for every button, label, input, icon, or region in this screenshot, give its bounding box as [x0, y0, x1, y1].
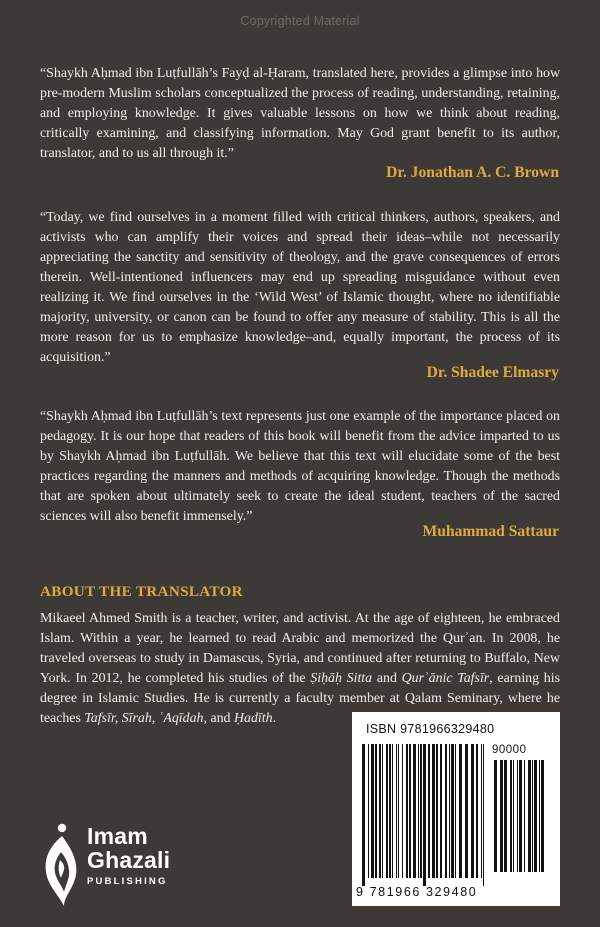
price-code: 90000 [492, 744, 527, 756]
quote-1-text: “Shaykh Aḥmad ibn Luṭfullāh’s Fayḍ al-Ḥaram, translated here, provides a glimpse into how pre-modern Muslim scholars conceptualized the process of reading, understanding, retaining, and employing knowledge. It gives valuable lessons on how we think about reading, critically examining, and classifying information. May God grant benefit to its author, translator, and to us all through it.” [40, 66, 560, 161]
publisher-name-line1: Imam [87, 823, 148, 849]
about-translator-heading: ABOUT THE TRANSLATOR [40, 583, 243, 600]
quote-2-author: Dr. Shadee Elmasry [426, 364, 559, 381]
publisher-name [87, 824, 170, 887]
publisher-logo [40, 820, 190, 910]
barcode-bars [360, 744, 488, 886]
quote-1-author: Dr. Jonathan A. C. Brown [386, 164, 559, 181]
publisher-name-line2: Ghazali [87, 847, 171, 873]
quote-3-author: Muhammad Sattaur [422, 523, 559, 540]
publisher-name-line3: PUBLISHING [87, 876, 168, 887]
translator-bio: Mikaeel Ahmed Smith is a teacher, writer, and activist. At the age of eighteen, he embraced Islam. Within a year, he learned to read Arabic and memorized the Qurʾan. In 2008, he traveled overseas to study in Damascus, Syria, and continued after returning to Buffalo, New York. In 2012, he completed his studies of the Ṣiḥāḥ Sitta and Qurʾānic Tafsīr, earning his degree in Islamic Studies. He is currently a faculty member at Qalam Seminary, where he teaches Tafsīr, Sīrah, ʿAqīdah, and Ḥadīth. [40, 611, 561, 726]
quote-2-text: “Today, we find ourselves in a moment filled with critical thinkers, authors, speakers, and activists who can amplify their voices and spread their ideas–while not necessarily appreciating the sanctity and sensitivity of theology, and the grave consequences of errors therein. Well-intentioned influencers may end up spreading misguidance without even realizing it. We find ourselves in the ‘Wild West’ of Islamic thought, where no identifiable majority, university, or canon can be found to offer any measure of stability. This is all the more reason for us to emphasize knowledge–and, equally important, the process of its acquisition.” [40, 210, 560, 365]
barcode-addon-bars [492, 760, 552, 880]
isbn-barcode [352, 712, 560, 906]
ean-digits: 9 781966 329480 [356, 885, 478, 899]
isbn-label: ISBN 9781966329480 [366, 722, 495, 736]
quote-3-text: “Shaykh Aḥmad ibn Luṭfullāh’s text represents just one example of the importance placed on pedagogy. It is our hope that readers of this book will benefit from the advice imparted to us by Shaykh Aḥmad ibn Luṭfullāh. We believe that this text will elucidate some of the best practices regarding the manners and methods of acquiring knowledge. Though the methods that are spoken about ultimately seek to create the ideal student, teachers of the sacred sciences will also benefit immensely.” [40, 409, 560, 524]
publisher-emblem-icon [40, 822, 82, 908]
watermark: Copyrighted Material [240, 14, 360, 28]
